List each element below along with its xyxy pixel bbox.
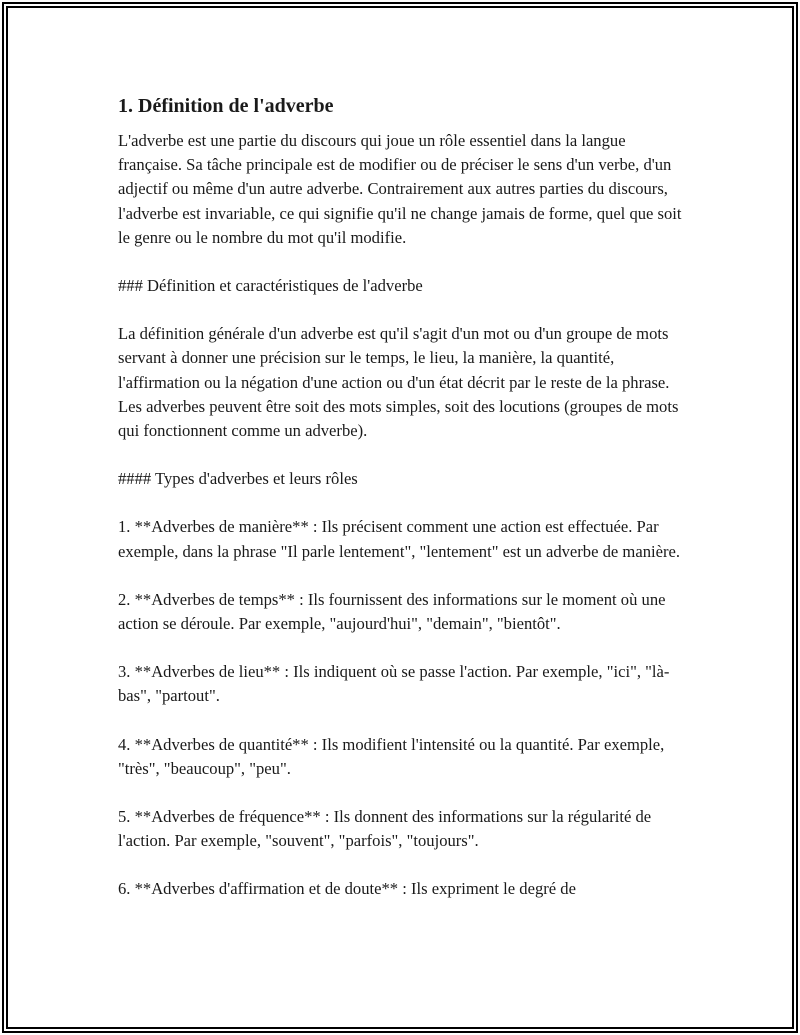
paragraph-type-manner: 1. **Adverbes de manière** : Ils précisent comment une action est effectuée. Par exemple, dans la phrase "Il parle lentement", "lentement" est un adverbe de manière. [118,517,681,561]
paragraph-type-frequency: 5. **Adverbes de fréquence** : Ils donnent des informations sur la régularité de l'action. Par exemple, "souvent", "parfois", "toujours". [118,807,652,851]
section-heading: 1. Définition de l'adverbe [118,95,334,117]
paragraph-type-affirmation: 6. **Adverbes d'affirmation et de doute** : Ils expriment le degré de [118,879,576,899]
paragraph-general-definition: La définition générale d'un adverbe est qu'il s'agit d'un mot ou d'un groupe de mots servant à donner une précision sur le temps, le lieu, la manière, la quantité, l'affirmation ou la négation d'une action ou d'un état décrit par le reste de la phrase. Les adverbes peuvent être soit des mots simples, soit des locutions (groupes de mots qui fonctionnent comme un adverbe). [118,324,679,441]
paragraph-subheading-definition: ### Définition et caractéristiques de l'adverbe [118,276,423,296]
document-body [118,92,690,926]
paragraph-intro: L'adverbe est une partie du discours qui joue un rôle essentiel dans la langue française. Sa tâche principale est de modifier ou de préciser le sens d'un verbe, d'un adjectif ou même d'un autre adverbe. Contrairement aux autres parties du discours, l'adverbe est invariable, ce qui signifie qu'il ne change jamais de forme, quel que soit le genre ou le nombre du mot qu'il modifie. [118,131,682,247]
paragraph-type-quantity: 4. **Adverbes de quantité** : Ils modifient l'intensité ou la quantité. Par exemple, "très", "beaucoup", "peu". [118,734,665,778]
paragraph-type-time: 2. **Adverbes de temps** : Ils fournissent des informations sur le moment où une action se déroule. Par exemple, "aujourd'hui", "demain", "bientôt". [118,589,666,634]
paragraph-subheading-types: #### Types d'adverbes et leurs rôles [118,469,358,489]
paragraph-type-place: 3. **Adverbes de lieu** : Ils indiquent où se passe l'action. Par exemple, "ici", "là-bas", "partout". [118,662,670,706]
